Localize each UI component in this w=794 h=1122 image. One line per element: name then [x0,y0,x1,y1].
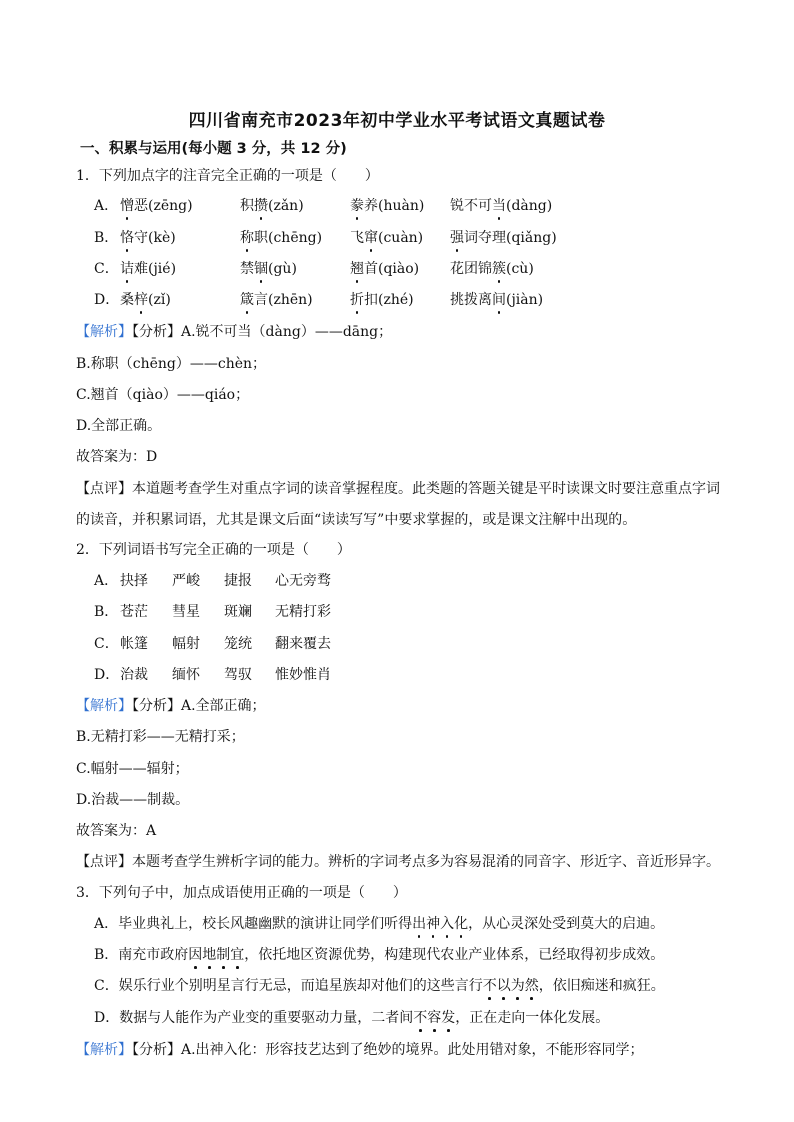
option-item [240,228,322,248]
sentence-text: ，正在走向一体化发展。 [455,1010,610,1026]
fenxi-tag: 【分析】 [132,324,181,340]
item-text: 扣(zhé) [364,292,414,308]
option-label: B． [94,230,119,246]
emphasis-char: 因 [188,947,203,963]
item-text: 挑拨离 [450,292,492,308]
q2-option-c [94,634,394,654]
q1-stem: 1．下列加点字的注音完全正确的一项是（ ） [76,168,379,184]
emphasis-char: 当 [492,198,506,214]
item-text: (dàng) [506,198,553,214]
option-label: A． [94,198,119,214]
item-text: 桑 [120,292,134,308]
sentence-text: ，依旧痴迷和疯狂。 [538,978,665,994]
option-label: A． [94,916,119,932]
q3-option-c [94,976,665,996]
option-word: 笼统 [224,636,252,652]
sentence-text: ，依托地区资源优势，构建现代农业产业体系，已经取得初步成效。 [244,947,665,963]
item-text: (jiàn) [506,292,544,308]
q2-stem: 2．下列词语书写完全正确的一项是（ ） [76,542,351,558]
option-word: 彗星 [172,604,200,620]
item-text: 言(zhēn) [254,292,313,308]
jiexi-tag: 【解析】 [76,698,132,714]
emphasis-char: 以 [496,978,511,994]
option-word: 捷报 [224,573,252,589]
option-word: 无精打彩 [275,604,331,620]
q2-answer: 故答案为：A [76,823,157,839]
q1-comment: 【点评】本道题考查学生对重点字词的读音掌握程度。此类题的答题关键是平时读课文时要注意重点字词 [76,481,720,497]
item-text: 首(qiào) [364,261,420,277]
q2-option-a [94,571,394,591]
option-word: 惟妙惟肖 [275,667,331,683]
option-item [240,196,304,216]
emphasis-char: 攒 [254,198,268,214]
option-label: B． [94,947,119,963]
option-word: 治裁 [120,667,148,683]
emphasis-idiom [412,916,468,932]
option-word: 幅射 [172,636,200,652]
emphasis-char: 入 [440,916,455,932]
q2-analysis-line: 【解析】【分析】A.全部正确； [76,698,266,714]
option-item [450,228,557,248]
q2-option-d [94,665,394,685]
option-label: D． [94,667,120,683]
q2-option-b [94,602,394,622]
emphasis-char: 容 [427,1010,442,1026]
option-item [450,196,552,216]
emphasis-idiom [483,978,539,994]
option-word: 帐篷 [120,636,148,652]
item-text: 花团锦 [450,261,492,277]
option-item [120,259,176,279]
item-text: 养(huàn) [364,198,425,214]
q2-comment: 【点评】本题考查学生辨析字词的能力。辨析的字词考点多为容易混淆的同音字、形近字、音近形异字。 [76,854,720,870]
emphasis-char: 地 [202,947,217,963]
item-text: 难(jié) [134,261,177,277]
q3-option-d [94,1008,609,1028]
sentence-text: 数据与人能作为产业变的重要驱动力量，二者间 [119,1010,414,1026]
q1-option-a [94,196,654,216]
option-word: 翻来覆去 [275,636,331,652]
emphasis-char: 不 [413,1010,428,1026]
option-item [120,228,176,248]
option-word: 抉择 [120,573,148,589]
dianping-tag: 【点评】 [76,481,132,497]
emphasis-char: 称 [240,230,254,246]
emphasis-char: 锢 [254,261,268,277]
q1-answer: 故答案为：D [76,449,158,465]
item-text: (zǎn) [268,198,304,214]
jiexi-tag: 【解析】 [76,324,132,340]
item-text: (cù) [506,261,534,277]
page-title: 四川省南充市2023年初中学业水平考试语文真题试卷 [188,111,606,131]
q2-analysis-line: B.无精打彩——无精打采； [76,729,245,745]
sentence-text: 南充市政府 [118,947,189,963]
q2-analysis-line: C.幅射——辐射； [76,761,189,777]
emphasis-char: 制 [216,947,231,963]
sentence-text: ，从心灵深处受到莫大的启迪。 [468,916,665,932]
option-label: D． [94,1010,120,1026]
emphasis-char: 诘 [120,261,134,277]
q1-analysis-line: 【解析】【分析】A.锐不可当（dàng）——dāng； [76,324,393,340]
item-text: 职(chēng) [254,230,323,246]
option-item [350,196,424,216]
emphasis-char: 出 [412,916,427,932]
emphasis-char: 不 [482,978,497,994]
option-word: 心无旁骛 [275,573,331,589]
emphasis-char: 宜 [230,947,245,963]
option-item [450,290,543,310]
sentence-text: 娱乐行业个别明星言行无忌，而追星族却对他们的这些言行 [118,978,483,994]
dianping-tag: 【点评】 [76,854,132,870]
emphasis-char: 憎 [120,198,134,214]
option-item [350,228,423,248]
emphasis-idiom [413,1010,455,1026]
emphasis-char: 翘 [350,261,364,277]
q1-analysis-line: C.翘首（qiào）——qiáo； [76,387,250,403]
section-heading: 一、积累与运用(每小题 3 分，共 12 分) [80,141,347,157]
emphasis-char: 为 [510,978,525,994]
q1-option-c [94,259,654,279]
jiexi-tag: 【解析】 [76,1042,132,1058]
q1-analysis-line: D.全部正确。 [76,418,162,434]
emphasis-char: 折 [350,292,364,308]
item-text: 词夺理(qiǎng) [464,230,557,246]
emphasis-char: 化 [454,916,469,932]
emphasis-char: 梓 [134,292,148,308]
option-word: 驾驭 [224,667,252,683]
emphasis-char: 神 [426,916,441,932]
option-label: C． [94,261,119,277]
emphasis-char: 簇 [492,261,506,277]
q1-option-d [94,290,654,310]
q2-analysis-line: D.治裁——制裁。 [76,792,190,808]
q1-comment-cont: 的读音，并积累词语，尤其是课文后面“读读写写”中要求掌握的，或是课文注解中出现的。 [76,512,637,528]
q1-analysis-line: B.称职（chēng）——chèn； [76,356,267,372]
option-word: 斑斓 [224,604,252,620]
q3-option-b [94,945,664,965]
fenxi-tag: 【分析】 [132,698,181,714]
emphasis-char: 然 [524,978,539,994]
emphasis-char: 间 [492,292,506,308]
q3-analysis-line: 【解析】【分析】A.出神入化：形容技艺达到了绝妙的境界。此处用错对象，不能形容同学； [76,1042,644,1058]
option-item [240,259,297,279]
option-label: C． [94,978,119,994]
emphasis-idiom [188,947,244,963]
item-text: 飞 [350,230,364,246]
option-label: A． [94,573,119,589]
emphasis-char: 发 [441,1010,456,1026]
q3-stem: 3．下列句子中，加点成语使用正确的一项是（ ） [76,885,407,901]
item-text: 禁 [240,261,254,277]
item-text: 恶(zēng) [134,198,193,214]
item-text: 守(kè) [134,230,176,246]
item-text: (cuàn) [378,230,424,246]
option-item [120,290,171,310]
emphasis-char: 豢 [350,198,364,214]
option-label: B． [94,604,119,620]
q3-option-a [94,914,664,934]
emphasis-char: 恪 [120,230,134,246]
emphasis-char: 强 [450,230,464,246]
option-word: 缅怀 [172,667,200,683]
option-word: 严峻 [172,573,200,589]
option-item [350,290,414,310]
item-text: 积 [240,198,254,214]
q1-option-b [94,228,654,248]
fenxi-tag: 【分析】 [132,1042,181,1058]
option-word: 苍茫 [120,604,148,620]
option-item [350,259,419,279]
emphasis-char: 箴 [240,292,254,308]
option-label: D． [94,292,120,308]
emphasis-char: 窜 [364,230,378,246]
item-text: (zǐ) [148,292,171,308]
option-item [450,259,534,279]
item-text: (gù) [268,261,297,277]
item-text: 锐不可 [450,198,492,214]
sentence-text: 毕业典礼上，校长风趣幽默的演讲让同学们听得 [118,916,413,932]
option-item [240,290,313,310]
option-label: C． [94,636,119,652]
option-item [120,196,193,216]
